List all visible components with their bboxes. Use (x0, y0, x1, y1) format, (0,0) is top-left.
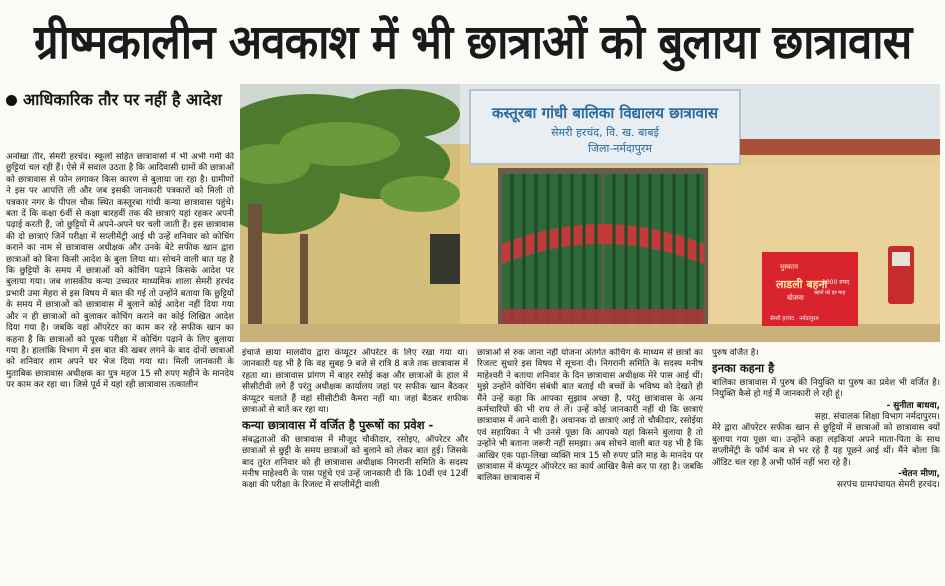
hostel-photo-illustration (240, 84, 940, 342)
subheadline-text: आधिकारिक तौर पर नहीं है आदेश (23, 90, 222, 109)
hostel-photo (240, 84, 940, 342)
sign-line2: सेमरी हरचंद, वि. ख. बाबई (551, 126, 659, 139)
col4-paragraph-3: मेरे द्वारा ऑपरेटर सफीक खान से छुट्टियों में छात्राओं को छात्रावास क्यों बुलाया गया पूछा था। उन्होंने कहा लड़कियां अपने माता-पिता के साथ सप्लीमेंट्री के फॉर्म कब से भर रहे हैं यह पूछने आई थीं। मैंने बोला कि ऑडिट चल रहा है अभी फॉर्म नहीं भरा रहे हैं। (712, 423, 940, 468)
poster-line4: 1000 रुपए (822, 279, 850, 286)
subheadline (6, 90, 234, 110)
col2-paragraph-1: इंचार्ज छाया मालवीय द्वारा कंप्यूटर ऑपरेटर के लिए रखा गया था। जानकारी यह भी है कि वह सुबह 9 बजे से रात्रि 8 बजे तक छात्रावास में रहता था। छात्रावास प्रांगण में बाहर रसोई कक्ष और छात्राओं के हाल में सीसीटीवी लगे हैं परंतु अधीक्षक कार्यालय जहां पर सफीक खान बैठकर कंप्यूटर चलाते हैं वहां सीसीटीवी कैमरा नहीं था। जहां बैठकर शफीक छात्राओं से बातें कर रहा था। (242, 348, 468, 416)
col4-paragraph-1: पुरुष वर्जित है। (712, 348, 759, 358)
sign-line1: कस्तूरबा गांधी बालिका विद्यालय छात्रावास (491, 104, 719, 122)
bullet-icon (6, 95, 17, 106)
poster-line2: लाडली बहना (776, 278, 828, 291)
poster-footer: सेमरी हरचंद · नर्मदापुरम (770, 316, 819, 322)
poster-line5: बहनों को हर माह (814, 290, 846, 296)
article-column-4 (712, 348, 940, 584)
article-column-1 (6, 152, 234, 584)
article-column-2 (242, 348, 468, 584)
poster-line1: मुस्कान (780, 263, 798, 271)
col4-subhead: इनका कहना है (712, 361, 775, 376)
col4-paragraph-2: बालिका छात्रावास में पुरुष की नियुक्ति या पुरुष का प्रवेश भी वर्जित है। नियुक्ति कैसे हो गई मैं जानकारी ले रही हूं। (712, 377, 940, 400)
poster-line3: योजना (787, 294, 804, 302)
col2-subhead: कन्या छात्रावास में वर्जित है पुरूषों का प्रवेश - (242, 418, 434, 433)
attribution-1-name: - सुनीता बाधवा, (886, 400, 940, 411)
col2-paragraph-2: संबद्धताओं की छात्रावास में मौजूद चौकीदार, रसोइए, ऑपरेटर और छात्राओं से छुट्टी के समय छात्राओं को बुलाने को लेकर बात हुई। जिसके बाद तुरंत शनिवार को ही छात्रावास अधीक्षक निगरानी समिति के सदस्य मनीष माहेश्वरी के पास पहुंचे एवं उन्हें जानकारी दी कि 10वीं एवं 12वीं कक्षा की परीक्षा के रिजल्ट में सप्लीमेंट्री वाली (242, 434, 468, 491)
attribution-2-name: -चेतन मीणा, (898, 469, 940, 480)
attribution-2-role: सरपंच ग्रामपंचायत सेमरी हरचंद। (837, 480, 940, 491)
attribution-1-role: सहा. संचालक शिक्षा विभाग नर्मदापुरम। (814, 412, 940, 423)
headline (0, 0, 945, 80)
article-column-3 (477, 348, 703, 584)
col3-paragraph: छात्राओं से रुक जाना नहीं योजना अंतर्गत कोचिंग के माध्यम से छात्रों का रिजल्ट सुधारे इस विषय में सूचना दी। निगरानी समिति के सदस्य मनीष माहेश्वरी ने बताया शनिवार के दिन छात्रावास अधीक्षक मेरे पास आई थीं। मुझे उन्होंने कोचिंग संबंधी बात बताई थी बच्चों के भविष्य को देखते ही मैंने उन्हें कहा कि आपका सुझाव अच्छा है, परंतु छात्रावास के अन्य कर्मचारियों की भी राय ले लें। उन्हें कोई जानकारी नहीं थी कि छात्राएं छात्रावास में आने वाली हैं। अचानक दो छात्राएं आईं तो चौकीदार, रसोईया एवं सहायिका ने भी उनसे पूछा कि आपको यहां किसने बुलाया है तो उन्होंने भी बताना जरूरी नहीं समझा। अब सोचने वाली बात यह भी है कि आखिर एक पढ़ा-लिखा व्यक्ति मात्र 15 सौ रुपए प्रति माह के मानदेय पर छात्रावास में कंप्यूटर ऑपरेटर का कार्य आखिर कैसे कर पा रहा है। जबकि बालिका छात्रावास में (477, 348, 703, 484)
headline-text: ग्रीष्मकालीन अवकाश में भी छात्राओं को बुलाया छात्रावास (33, 15, 912, 70)
col1-paragraph: अनोखा तीर, सेमरी हरचंद। स्कूलों सहित छात्रावासों में भी अभी गर्मी की छुट्टियां चल रही हैं। ऐसे में सवाल उठता है कि आदिवासी ग्रामों की छात्राओं को छात्रावास से फोन लगाकर किस कारण से बुलाया जा रहा है। ग्रामीणों ने इस पर आपत्ति ली और जब इसकी जानकारी पत्रकारों को मिली तो पत्रकार नगर के पीपल चौक स्थित कस्तूरबा गांधी कन्या छात्रावास पहुंचे। बता दें कि कक्षा 6वीं से कक्षा बारहवीं तक की छात्राएं यहां रहकर अपनी पढ़ाई करती हैं, जो छुट्टियों में अपने-अपने घर चली जाती हैं। इस छात्रावास की दो छात्राएं जिनें परीक्षा में सप्लीमेंट्री आई थी उन्हें शनिवार को कोचिंग कराने का नाम से छात्रावास अधीक्षक और उनके बेटे सफीक खान द्वारा छात्राओं को बिना किसी आदेश के बुला लिया था। सोचने वाली बात यह है कि छुट्टियों के समय में छात्राओं को कोचिंग पढ़ाने किसके आदेश पर बुलाया गया। जब शासकीय कन्या उच्चतर माध्यमिक शाला सेमरी हरचंद प्रभारी उमा मेहरा से इस विषय में बात की गई तो उन्होंने बताया कि छुट्टियों के समय में छात्राओं को छात्रावास में बुलाने कोई आदेश नहीं दिया गया और न ही छात्राओं को बुलाकर कोचिंग कराने का कोई लिखित आदेश दिया गया है। जबकि वहां ऑपरेटर का काम कर रहे सफीक खान का कहना है कि छात्राओं को पूरक परीक्षा में कोचिंग पढ़ाने के लिए बुलाया गया है। हालांकि विभाग में इस बात की खबर लगने के बाद दोनों छात्राओं को शनिवार शाम अपने घर भेज दिया गया था। मिली जानकारी के मुताबिक छात्रावास अधीक्षक का पुत्र महज 15 सौ रुपए महीने के मानदेय पर काम कर रहा था। जिसे पूर्व में यहां रही छात्रावास तत्कालीन (6, 152, 234, 391)
sign-line3: जिला-नर्मदापुरम (588, 142, 652, 155)
